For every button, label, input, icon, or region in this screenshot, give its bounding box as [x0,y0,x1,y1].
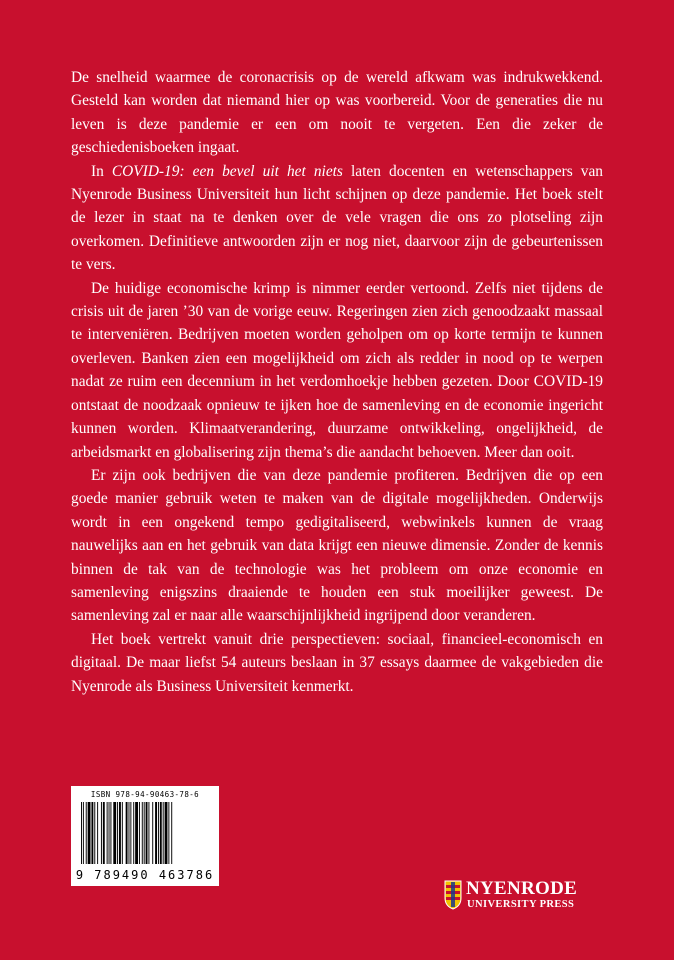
paragraph-2 [71,160,603,277]
crest-icon [444,880,462,910]
barcode-digits: 9 789490 463786 [75,868,215,882]
publisher-name: NYENRODE [466,878,578,899]
paragraph-4: Er zijn ook bedrijven die van deze pandemie profiteren. Bedrijven die op een goede manier gebruik weten te maken van de digitale mogelijkheden. Onderwijs wordt in een ongekend tempo gedigitaliseerd, webwinkels kunnen de vraag nauwelijks aan en het gebruik van data krijgt een nieuwe dimensie. Zonder de kennis binnen de tak van de technologie was het probleem om onze economie en samenleving enigszins draaiende te houden een stuk moeilijker geweest. De samenleving zal er naar alle waarschijnlijkheid ingrijpend door veranderen. [71,466,603,625]
paragraph-3: De huidige economische krimp is nimmer eerder vertoond. Zelfs niet tijdens de crisis uit de jaren ’30 van de vorige eeuw. Regeringen zien zich genoodzaakt massaal te interveniëren. Bedrijven moeten worden geholpen om op korte termijn te kunnen overleven. Banken zien een mogelijkheid om zich als redder in nood op te werpen nadat ze ruim een decennium in het verdomhoekje hebben gezeten. Door COVID-19 ontstaat de noodzaak opnieuw te ijken hoe de samenleving en de economie ingericht kunnen worden. Klimaatverandering, duurzame ontwikkeling, ongelijkheid, de arbeidsmarkt en globalisering zijn thema’s die aandacht behoeven. Meer dan ooit. [71,279,603,461]
publisher-logo [444,878,604,914]
isbn-barcode [71,786,219,886]
paragraph-2-intro: In [91,162,112,180]
isbn-label: ISBN 978-94-90463-78-6 [90,790,200,799]
publisher-subtitle: UNIVERSITY PRESS [467,899,575,910]
barcode-bars [79,802,211,864]
paragraph-2-rest: laten docenten en wetenschappers van Nyenrode Business Universiteit hun licht schijnen op deze pandemie. Het boek stelt de lezer in staat na te denken over de vele vragen die ons zo plotseling zijn overkomen. Definitieve antwoorden zijn er nog niet, daarvoor zijn de gebeurtenissen te vers. [71,162,603,274]
book-title: COVID-19: een bevel uit het niets [111,162,343,180]
paragraph-1: De snelheid waarmee de coronacrisis op de wereld afkwam was indrukwekkend. Gesteld kan worden dat niemand hier op was voorbereid. Voor de generaties die nu leven is deze pandemie er een om nooit te vergeten. Een die zeker de geschiedenisboeken ingaat. [71,69,603,157]
paragraph-5: Het boek vertrekt vanuit drie perspectieven: sociaal, financieel-economisch en digitaal. De maar liefst 54 auteurs beslaan in 37 essays daarmee de vakgebieden die Nyenrode als Business Universiteit kenmerkt. [71,630,603,695]
back-cover-text [71,66,603,698]
